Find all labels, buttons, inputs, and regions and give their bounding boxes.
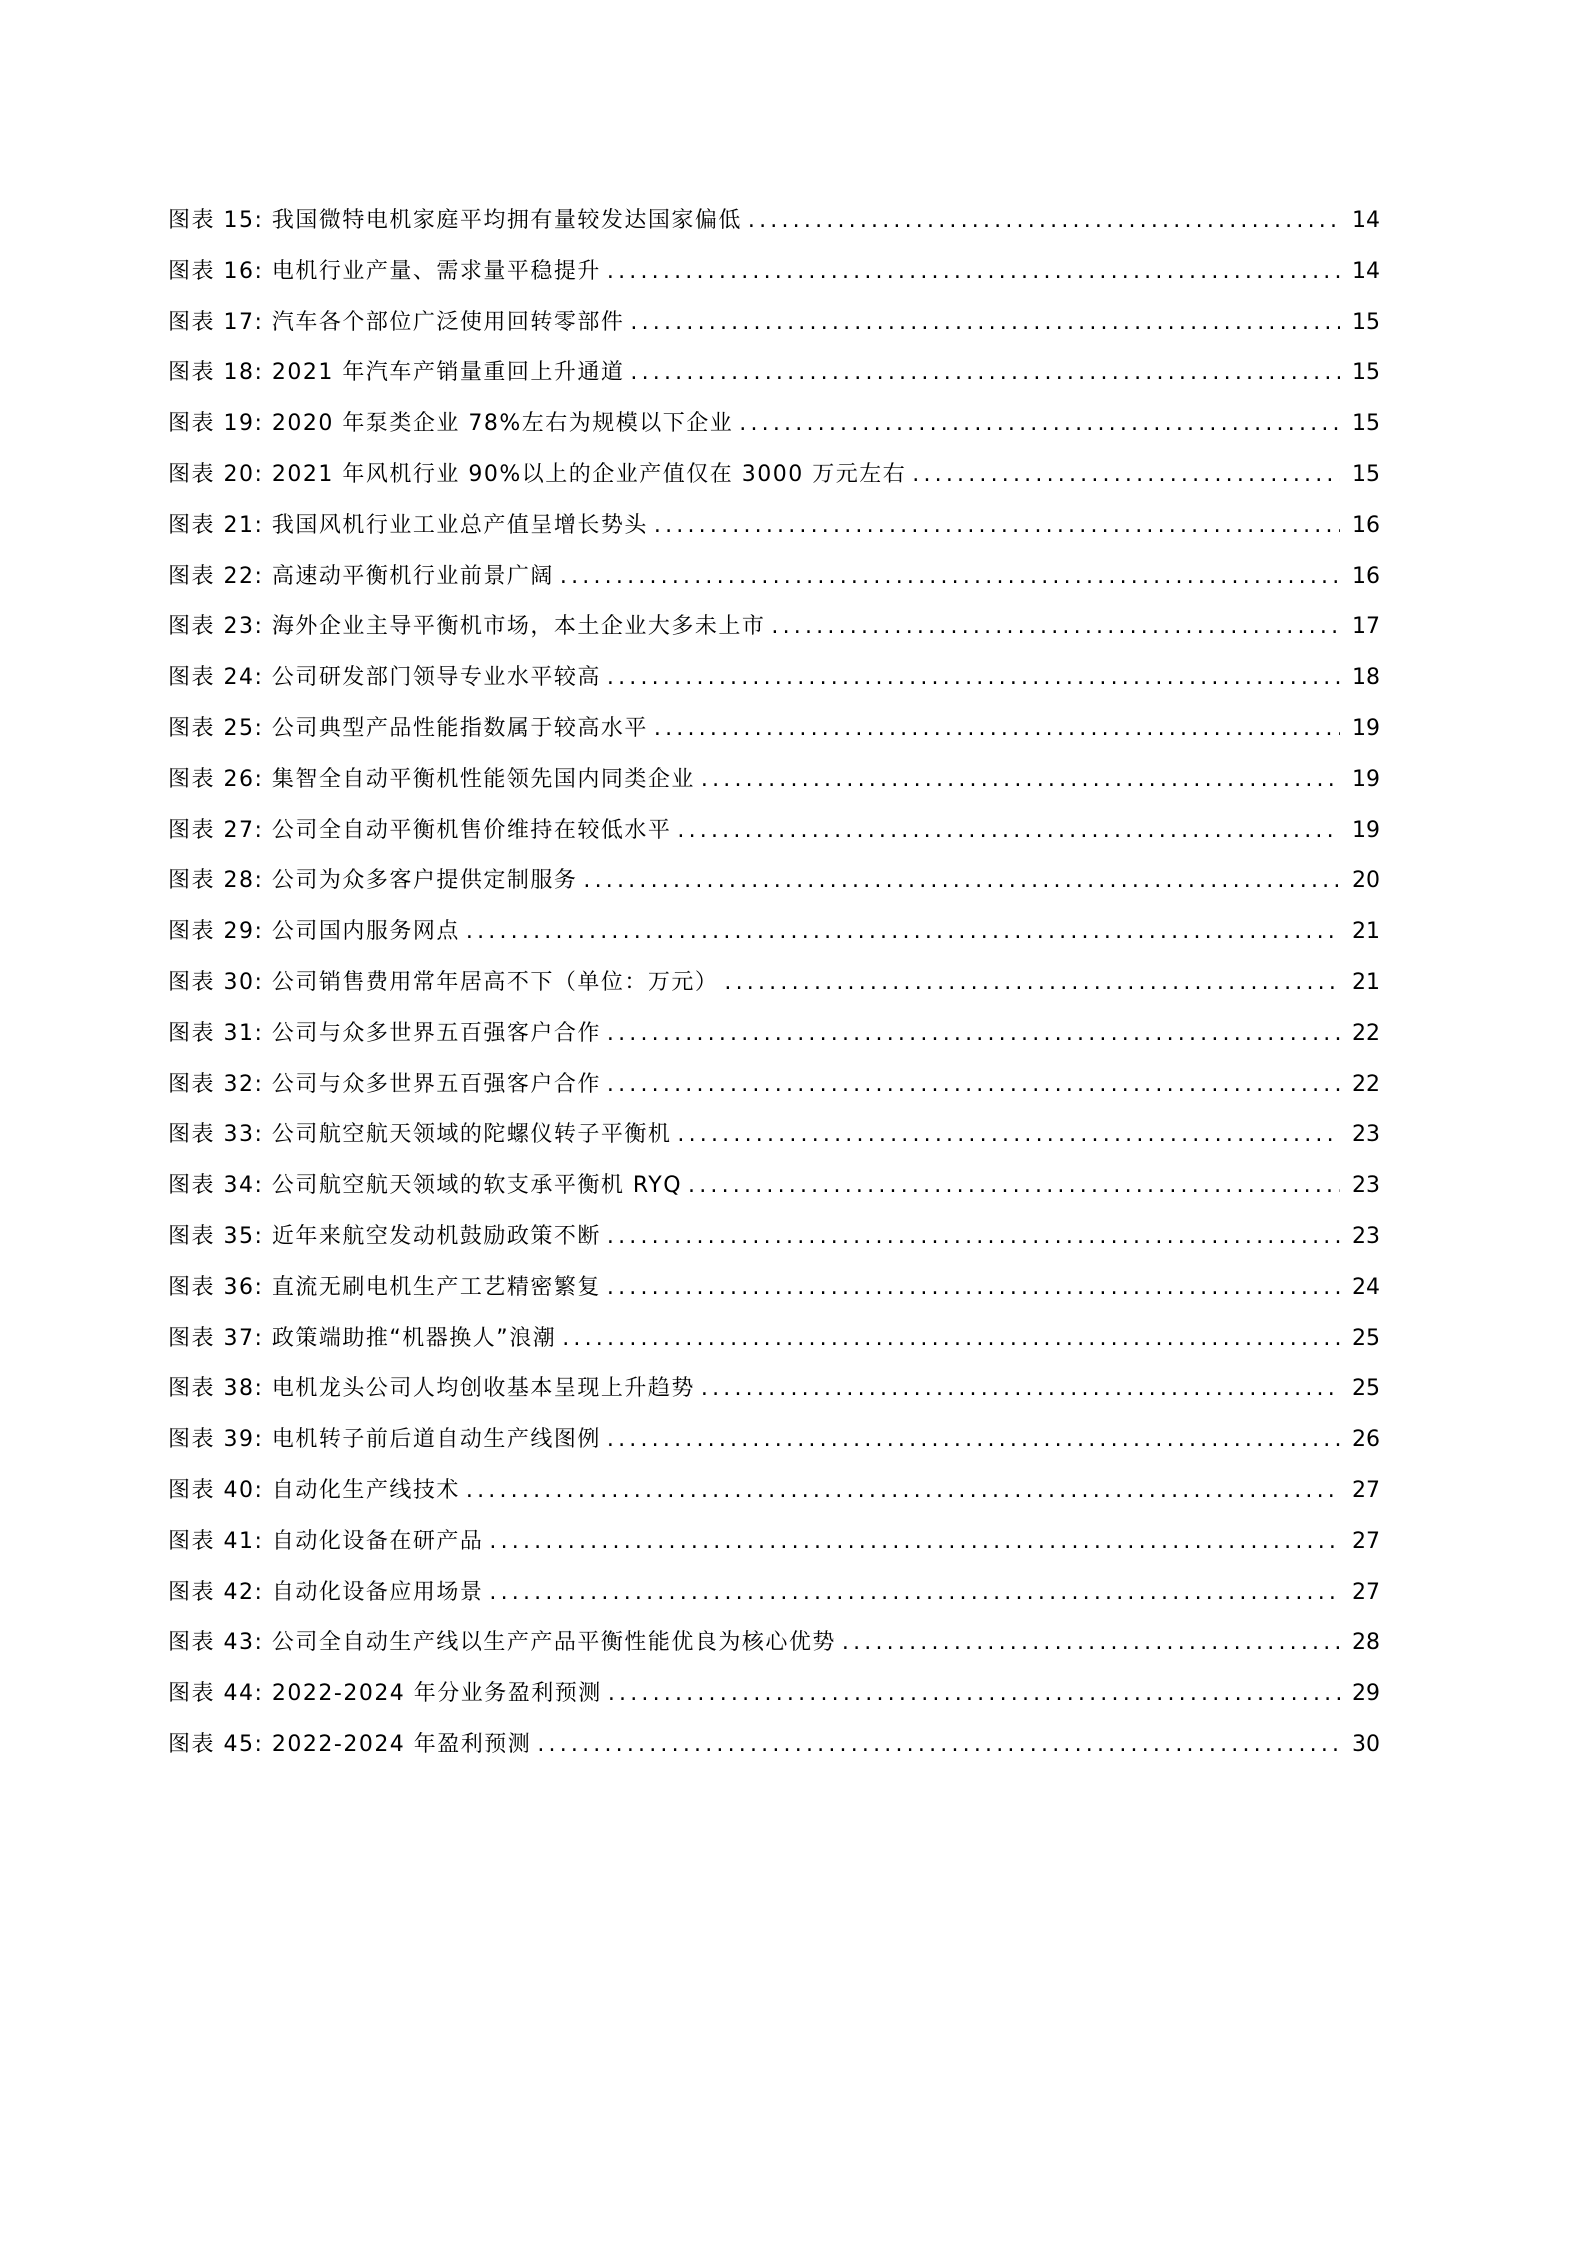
entry-page-number: 26: [1352, 1427, 1380, 1453]
entry-page-number: 22: [1352, 1071, 1380, 1097]
entry-page-number: 20: [1352, 868, 1380, 894]
toc-entry[interactable]: [168, 1364, 1380, 1415]
dot-leader: [677, 806, 1340, 857]
entry-title: 图表 39: 电机转子前后道自动生产线图例: [168, 1427, 601, 1453]
entry-page-number: 17: [1352, 614, 1380, 640]
entry-page-number: 22: [1352, 1020, 1380, 1046]
dot-leader: [607, 1263, 1340, 1314]
dot-leader: [537, 1720, 1340, 1771]
dot-leader: [688, 1161, 1340, 1212]
entry-title: 图表 24: 公司研发部门领导专业水平较高: [168, 665, 601, 691]
entry-page-number: 15: [1352, 411, 1380, 437]
toc-entry[interactable]: [168, 450, 1380, 501]
dot-leader: [607, 653, 1340, 704]
toc-entry[interactable]: [168, 1314, 1380, 1365]
toc-entry[interactable]: [168, 247, 1380, 298]
entry-title: 图表 15: 我国微特电机家庭平均拥有量较发达国家偏低: [168, 208, 742, 233]
entry-page-number: 18: [1352, 665, 1380, 691]
dot-leader: [560, 552, 1340, 603]
entry-page-number: 14: [1352, 258, 1380, 284]
toc-entry[interactable]: [168, 501, 1380, 552]
toc-entry[interactable]: [168, 1263, 1380, 1314]
entry-title: 图表 45: 2022-2024 年盈利预测: [168, 1731, 532, 1757]
toc-entry[interactable]: [168, 1669, 1380, 1720]
entry-title: 图表 31: 公司与众多世界五百强客户合作: [168, 1020, 601, 1046]
dot-leader: [607, 1415, 1340, 1466]
entry-title: 图表 21: 我国风机行业工业总产值呈增长势头: [168, 512, 648, 538]
toc-entry[interactable]: [168, 552, 1380, 603]
dot-leader: [677, 1110, 1340, 1161]
entry-page-number: 27: [1352, 1477, 1380, 1503]
entry-page-number: 16: [1352, 512, 1380, 538]
entry-title: 图表 37: 政策端助推“机器换人”浪潮: [168, 1325, 557, 1351]
dot-leader: [739, 399, 1340, 450]
toc-entry[interactable]: [168, 958, 1380, 1009]
entry-page-number: 30: [1352, 1731, 1380, 1757]
toc-entry[interactable]: [168, 1060, 1380, 1111]
toc-entry[interactable]: [168, 602, 1380, 653]
toc-entry[interactable]: [168, 399, 1380, 450]
entry-title: 图表 18: 2021 年汽车产销量重回上升通道: [168, 360, 625, 386]
toc-entry[interactable]: [168, 1568, 1380, 1619]
entry-title: 图表 17: 汽车各个部位广泛使用回转零部件: [168, 309, 625, 335]
entry-title: 图表 44: 2022-2024 年分业务盈利预测: [168, 1681, 602, 1707]
entry-title: 图表 42: 自动化设备应用场景: [168, 1579, 484, 1605]
entry-title: 图表 16: 电机行业产量、需求量平稳提升: [168, 258, 601, 284]
entry-page-number: 25: [1352, 1325, 1380, 1351]
toc-entry[interactable]: [168, 1212, 1380, 1263]
dot-leader: [489, 1568, 1340, 1619]
toc-entry[interactable]: [168, 1720, 1380, 1771]
dot-leader: [748, 196, 1340, 247]
entry-title: 图表 30: 公司销售费用常年居高不下（单位：万元）: [168, 969, 719, 995]
dot-leader: [608, 1669, 1340, 1720]
entry-page-number: 21: [1352, 919, 1380, 945]
dot-leader: [724, 958, 1340, 1009]
entry-page-number: 28: [1352, 1630, 1380, 1656]
entry-title: 图表 40: 自动化生产线技术: [168, 1477, 460, 1503]
dot-leader: [562, 1314, 1340, 1365]
figure-index-list: [168, 196, 1380, 1771]
entry-page-number: 23: [1352, 1223, 1380, 1249]
dot-leader: [842, 1618, 1340, 1669]
dot-leader: [466, 907, 1340, 958]
toc-entry[interactable]: [168, 907, 1380, 958]
dot-leader: [607, 1060, 1340, 1111]
toc-entry[interactable]: [168, 196, 1380, 247]
toc-entry[interactable]: [168, 1161, 1380, 1212]
dot-leader: [607, 247, 1340, 298]
entry-title: 图表 38: 电机龙头公司人均创收基本呈现上升趋势: [168, 1376, 695, 1402]
entry-title: 图表 29: 公司国内服务网点: [168, 919, 460, 945]
entry-title: 图表 36: 直流无刷电机生产工艺精密繁复: [168, 1274, 601, 1300]
toc-entry[interactable]: [168, 1009, 1380, 1060]
dot-leader: [630, 348, 1340, 399]
entry-title: 图表 33: 公司航空航天领域的陀螺仪转子平衡机: [168, 1122, 672, 1148]
entry-page-number: 15: [1352, 461, 1380, 487]
entry-page-number: 15: [1352, 360, 1380, 386]
toc-entry[interactable]: [168, 298, 1380, 349]
toc-entry[interactable]: [168, 755, 1380, 806]
dot-leader: [771, 602, 1340, 653]
entry-title: 图表 43: 公司全自动生产线以生产产品平衡性能优良为核心优势: [168, 1630, 836, 1656]
entry-page-number: 27: [1352, 1579, 1380, 1605]
toc-entry[interactable]: [168, 653, 1380, 704]
toc-entry[interactable]: [168, 1517, 1380, 1568]
entry-title: 图表 34: 公司航空航天领域的软支承平衡机 RYQ: [168, 1173, 683, 1199]
dot-leader: [912, 450, 1340, 501]
entry-title: 图表 28: 公司为众多客户提供定制服务: [168, 868, 578, 894]
entry-page-number: 19: [1352, 766, 1380, 792]
toc-entry[interactable]: [168, 1618, 1380, 1669]
dot-leader: [466, 1466, 1340, 1517]
entry-page-number: 27: [1352, 1528, 1380, 1554]
toc-entry[interactable]: [168, 1415, 1380, 1466]
entry-title: 图表 41: 自动化设备在研产品: [168, 1528, 484, 1554]
entry-page-number: 23: [1352, 1122, 1380, 1148]
dot-leader: [654, 501, 1340, 552]
dot-leader: [583, 856, 1340, 907]
entry-page-number: 21: [1352, 969, 1380, 995]
dot-leader: [607, 1212, 1340, 1263]
entry-title: 图表 22: 高速动平衡机行业前景广阔: [168, 563, 554, 589]
entry-title: 图表 19: 2020 年泵类企业 78%左右为规模以下企业: [168, 411, 734, 437]
entry-title: 图表 23: 海外企业主导平衡机市场，本土企业大多未上市: [168, 614, 766, 640]
toc-entry[interactable]: [168, 806, 1380, 857]
dot-leader: [701, 1364, 1340, 1415]
entry-page-number: 16: [1352, 563, 1380, 589]
entry-page-number: 25: [1352, 1376, 1380, 1402]
entry-title: 图表 20: 2021 年风机行业 90%以上的企业产值仅在 3000 万元左右: [168, 461, 907, 487]
entry-page-number: 15: [1352, 309, 1380, 335]
entry-page-number: 19: [1352, 817, 1380, 843]
dot-leader: [654, 704, 1340, 755]
dot-leader: [701, 755, 1340, 806]
entry-title: 图表 25: 公司典型产品性能指数属于较高水平: [168, 715, 648, 741]
entry-page-number: 23: [1352, 1173, 1380, 1199]
dot-leader: [630, 298, 1340, 349]
toc-entry[interactable]: [168, 1466, 1380, 1517]
entry-page-number: 19: [1352, 715, 1380, 741]
entry-title: 图表 26: 集智全自动平衡机性能领先国内同类企业: [168, 766, 695, 792]
toc-entry[interactable]: [168, 704, 1380, 755]
entry-title: 图表 32: 公司与众多世界五百强客户合作: [168, 1071, 601, 1097]
entry-title: 图表 27: 公司全自动平衡机售价维持在较低水平: [168, 817, 672, 843]
toc-entry[interactable]: [168, 348, 1380, 399]
toc-entry[interactable]: [168, 1110, 1380, 1161]
dot-leader: [489, 1517, 1340, 1568]
dot-leader: [607, 1009, 1340, 1060]
entry-page-number: 14: [1352, 208, 1380, 233]
entry-title: 图表 35: 近年来航空发动机鼓励政策不断: [168, 1223, 601, 1249]
entry-page-number: 29: [1352, 1681, 1380, 1707]
entry-page-number: 24: [1352, 1274, 1380, 1300]
toc-entry[interactable]: [168, 856, 1380, 907]
